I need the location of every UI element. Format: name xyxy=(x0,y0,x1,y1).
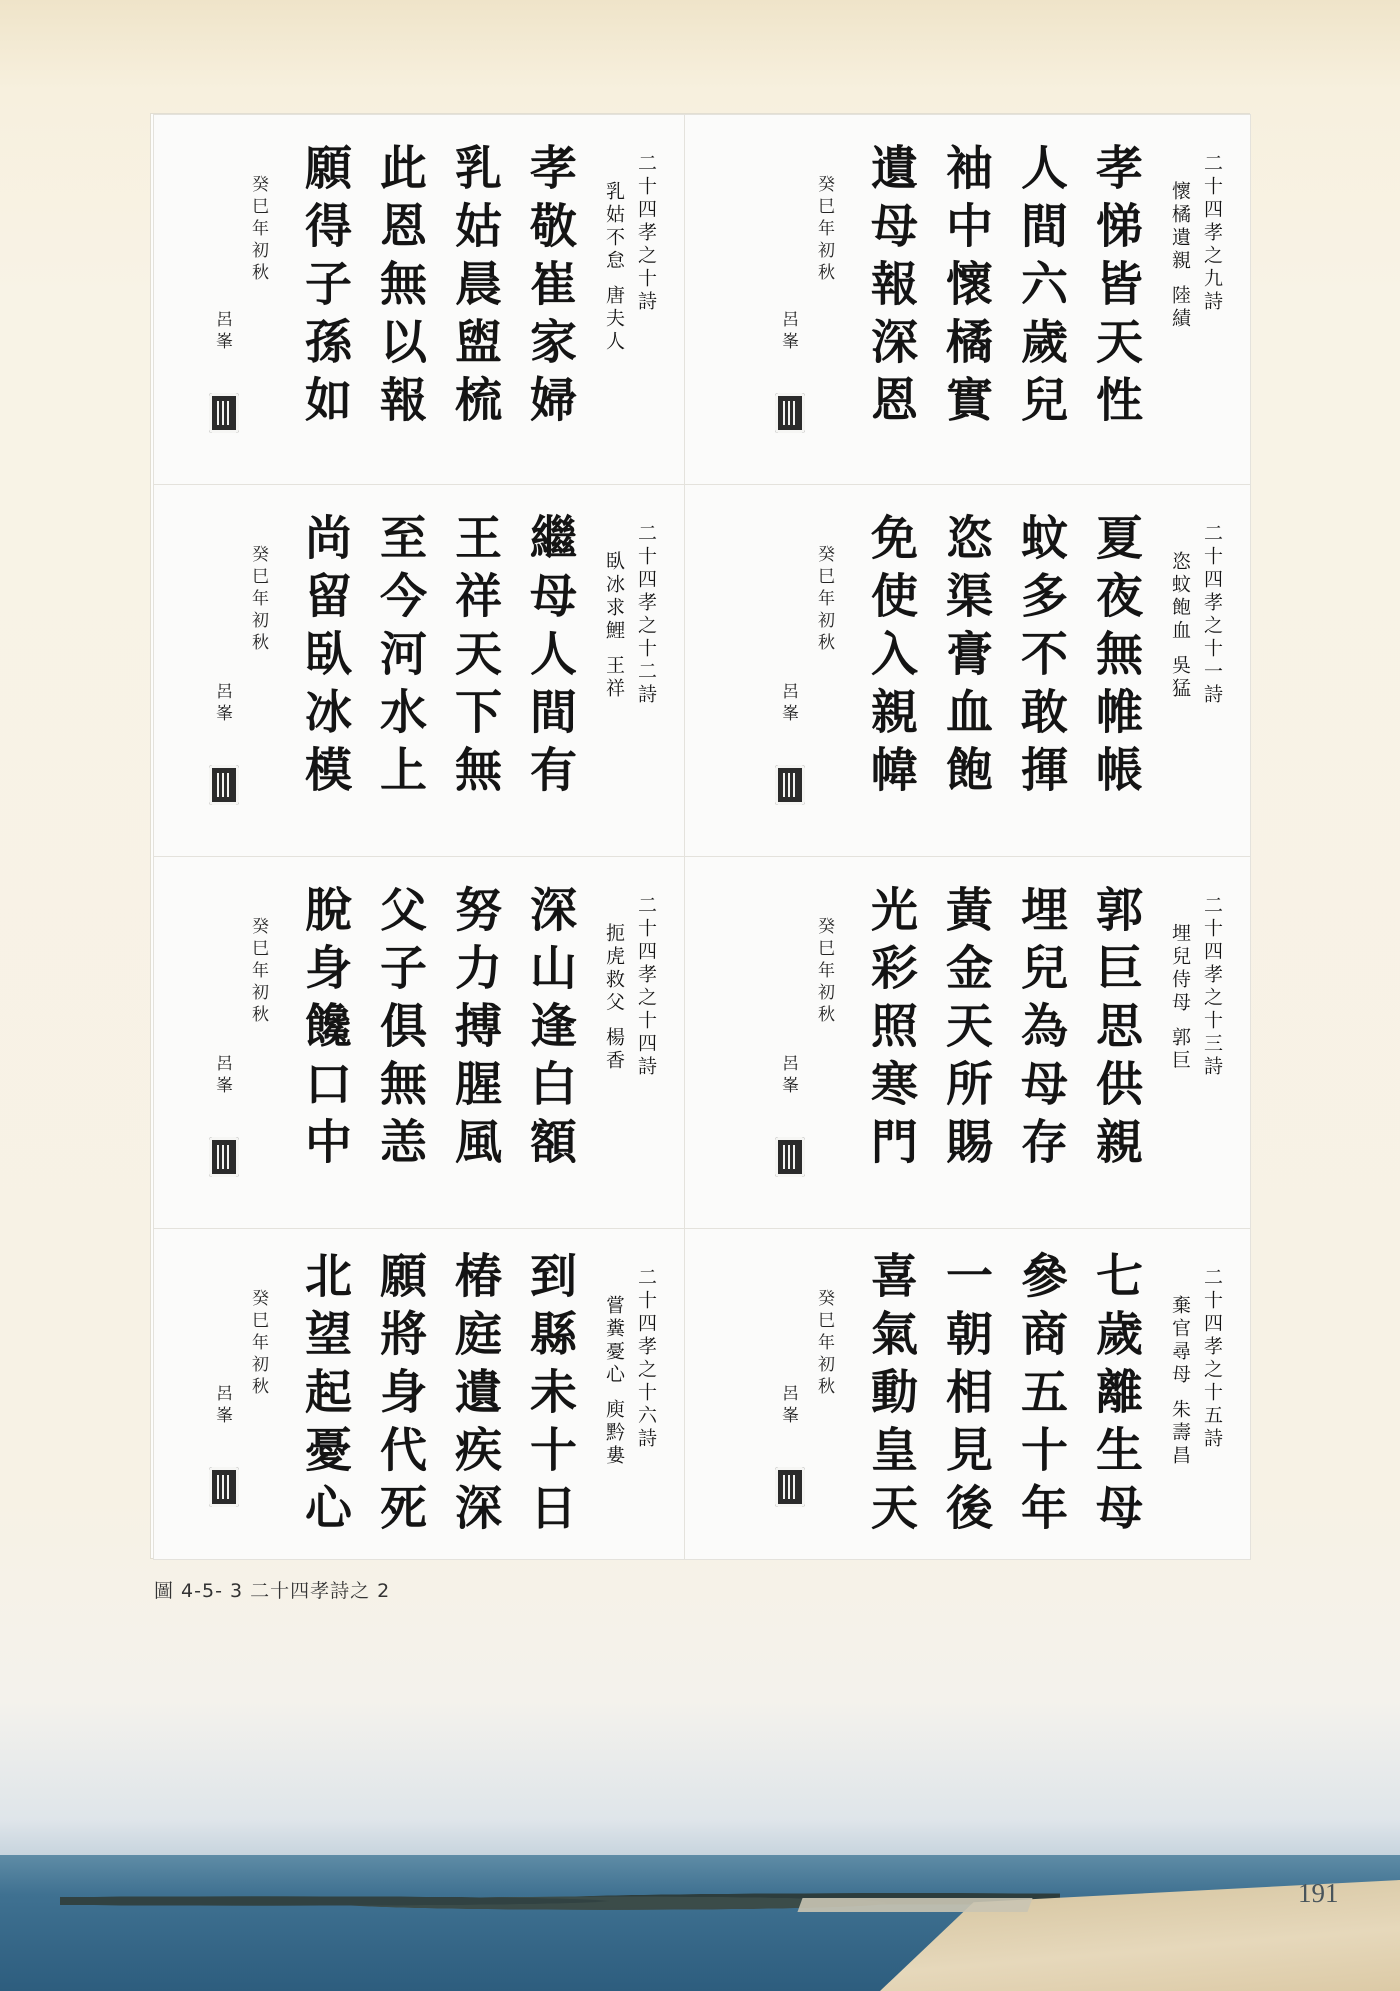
signature-name: 呂峯 xyxy=(212,1384,232,1428)
figure-caption: 圖 4-5- 3 二十四孝詩之 2 xyxy=(154,1580,391,1602)
poem-author: 吳猛 xyxy=(1169,655,1191,701)
poem-subtitle-text: 恣蚊飽血 xyxy=(1169,551,1191,643)
red-seal-stamp xyxy=(775,393,805,433)
poem-line: 免使入親幃 xyxy=(863,513,918,803)
signature-name: 呂峯 xyxy=(778,1384,798,1428)
poem-card xyxy=(153,484,685,858)
poem-subtitle-text: 扼虎救父 xyxy=(603,923,625,1015)
poem-card xyxy=(684,856,1251,1230)
poem-subtitle xyxy=(1170,181,1189,331)
signature-date: 癸巳年初秋 xyxy=(248,917,268,1027)
red-seal-stamp xyxy=(209,1467,239,1507)
signature-date: 癸巳年初秋 xyxy=(814,1289,834,1399)
red-seal-stamp xyxy=(209,1137,239,1177)
signature-name: 呂峯 xyxy=(212,310,232,354)
poem-subtitle-text: 棄官尋母 xyxy=(1169,1295,1191,1387)
poem-subtitle-text: 嘗糞憂心 xyxy=(603,1295,625,1387)
poem-title: 二十四孝之九詩 xyxy=(1201,153,1223,314)
poem-line: 黃金天所賜 xyxy=(938,885,993,1175)
page-number: 191 xyxy=(1298,1878,1339,1908)
poem-line: 至今河水上 xyxy=(372,513,427,803)
poem-card xyxy=(684,114,1251,486)
poem-line: 願得子孫如 xyxy=(297,143,352,433)
poem-line: 北望起憂心 xyxy=(297,1251,352,1541)
signature-name: 呂峯 xyxy=(212,682,232,726)
poem-card xyxy=(153,1228,685,1560)
poem-line: 蚊多不敢揮 xyxy=(1013,513,1068,803)
poem-author: 王祥 xyxy=(603,655,625,701)
calligraphy-plate xyxy=(151,114,1249,1558)
poem-author: 庾黔婁 xyxy=(603,1399,625,1468)
poem-title: 二十四孝之十二詩 xyxy=(635,523,657,707)
poem-author: 楊香 xyxy=(603,1027,625,1073)
red-seal-stamp xyxy=(209,765,239,805)
poem-line: 尚留臥冰模 xyxy=(297,513,352,803)
poem-subtitle-text: 臥冰求鯉 xyxy=(603,551,625,643)
poem-line: 遺母報深恩 xyxy=(863,143,918,433)
poem-line: 一朝相見後 xyxy=(938,1251,993,1541)
signature-name: 呂峯 xyxy=(778,1054,798,1098)
poem-title: 二十四孝之十四詩 xyxy=(635,895,657,1079)
signature-date: 癸巳年初秋 xyxy=(248,1289,268,1399)
signature-date: 癸巳年初秋 xyxy=(814,175,834,285)
signature-date: 癸巳年初秋 xyxy=(248,175,268,285)
poem-card xyxy=(153,856,685,1230)
poem-title: 二十四孝之十六詩 xyxy=(635,1267,657,1451)
poem-title: 二十四孝之十詩 xyxy=(635,153,657,314)
poem-line: 願將身代死 xyxy=(372,1251,427,1541)
poem-author: 郭巨 xyxy=(1169,1027,1191,1073)
seawall xyxy=(797,1898,1032,1912)
poem-line: 恣渠膏血飽 xyxy=(938,513,993,803)
poem-line: 喜氣動皇天 xyxy=(863,1251,918,1541)
poem-card xyxy=(153,114,685,486)
poem-subtitle xyxy=(1170,1295,1189,1468)
poem-title: 二十四孝之十三詩 xyxy=(1201,895,1223,1079)
poem-line: 到縣未十日 xyxy=(522,1251,577,1541)
poem-subtitle-text: 埋兒侍母 xyxy=(1169,923,1191,1015)
poem-line: 王祥天下無 xyxy=(447,513,502,803)
poem-line: 努力搏腥風 xyxy=(447,885,502,1175)
poem-author: 朱壽昌 xyxy=(1169,1399,1191,1468)
signature-name: 呂峯 xyxy=(778,310,798,354)
poem-line: 人間六歲兒 xyxy=(1013,143,1068,433)
poem-line: 父子俱無恙 xyxy=(372,885,427,1175)
poem-card xyxy=(684,484,1251,858)
red-seal-stamp xyxy=(775,765,805,805)
red-seal-stamp xyxy=(775,1137,805,1177)
poem-subtitle xyxy=(1170,551,1189,701)
signature-name: 呂峯 xyxy=(778,682,798,726)
poem-line: 此恩無以報 xyxy=(372,143,427,433)
signature-date: 癸巳年初秋 xyxy=(248,545,268,655)
signature-date: 癸巳年初秋 xyxy=(814,917,834,1027)
poem-subtitle xyxy=(604,923,623,1073)
poem-title: 二十四孝之十一詩 xyxy=(1201,523,1223,707)
poem-line: 椿庭遺疾深 xyxy=(447,1251,502,1541)
poem-subtitle-text: 乳姑不怠 xyxy=(603,181,625,273)
red-seal-stamp xyxy=(775,1467,805,1507)
poem-subtitle xyxy=(1170,923,1189,1073)
poem-card xyxy=(684,1228,1251,1560)
poem-line: 七歲離生母 xyxy=(1088,1251,1143,1541)
poem-subtitle xyxy=(604,181,623,354)
poem-line: 夏夜無帷帳 xyxy=(1088,513,1143,803)
poem-line: 參商五十年 xyxy=(1013,1251,1068,1541)
poem-line: 繼母人間有 xyxy=(522,513,577,803)
poem-line: 乳姑晨盥梳 xyxy=(447,143,502,433)
signature-date: 癸巳年初秋 xyxy=(814,545,834,655)
signature-name: 呂峯 xyxy=(212,1054,232,1098)
poem-author: 陸績 xyxy=(1169,285,1191,331)
poem-line: 埋兒為母存 xyxy=(1013,885,1068,1175)
poem-subtitle xyxy=(604,1295,623,1468)
poem-author: 唐夫人 xyxy=(603,285,625,354)
poem-line: 孝敬崔家婦 xyxy=(522,143,577,433)
poem-line: 孝悌皆天性 xyxy=(1088,143,1143,433)
poem-line: 郭巨思供親 xyxy=(1088,885,1143,1175)
poem-line: 脫身饞口中 xyxy=(297,885,352,1175)
red-seal-stamp xyxy=(209,393,239,433)
poem-line: 光彩照寒門 xyxy=(863,885,918,1175)
poem-subtitle-text: 懷橘遺親 xyxy=(1169,181,1191,273)
poem-line: 深山逢白額 xyxy=(522,885,577,1175)
poem-title: 二十四孝之十五詩 xyxy=(1201,1267,1223,1451)
poem-subtitle xyxy=(604,551,623,701)
poem-line: 袖中懷橘實 xyxy=(938,143,993,433)
